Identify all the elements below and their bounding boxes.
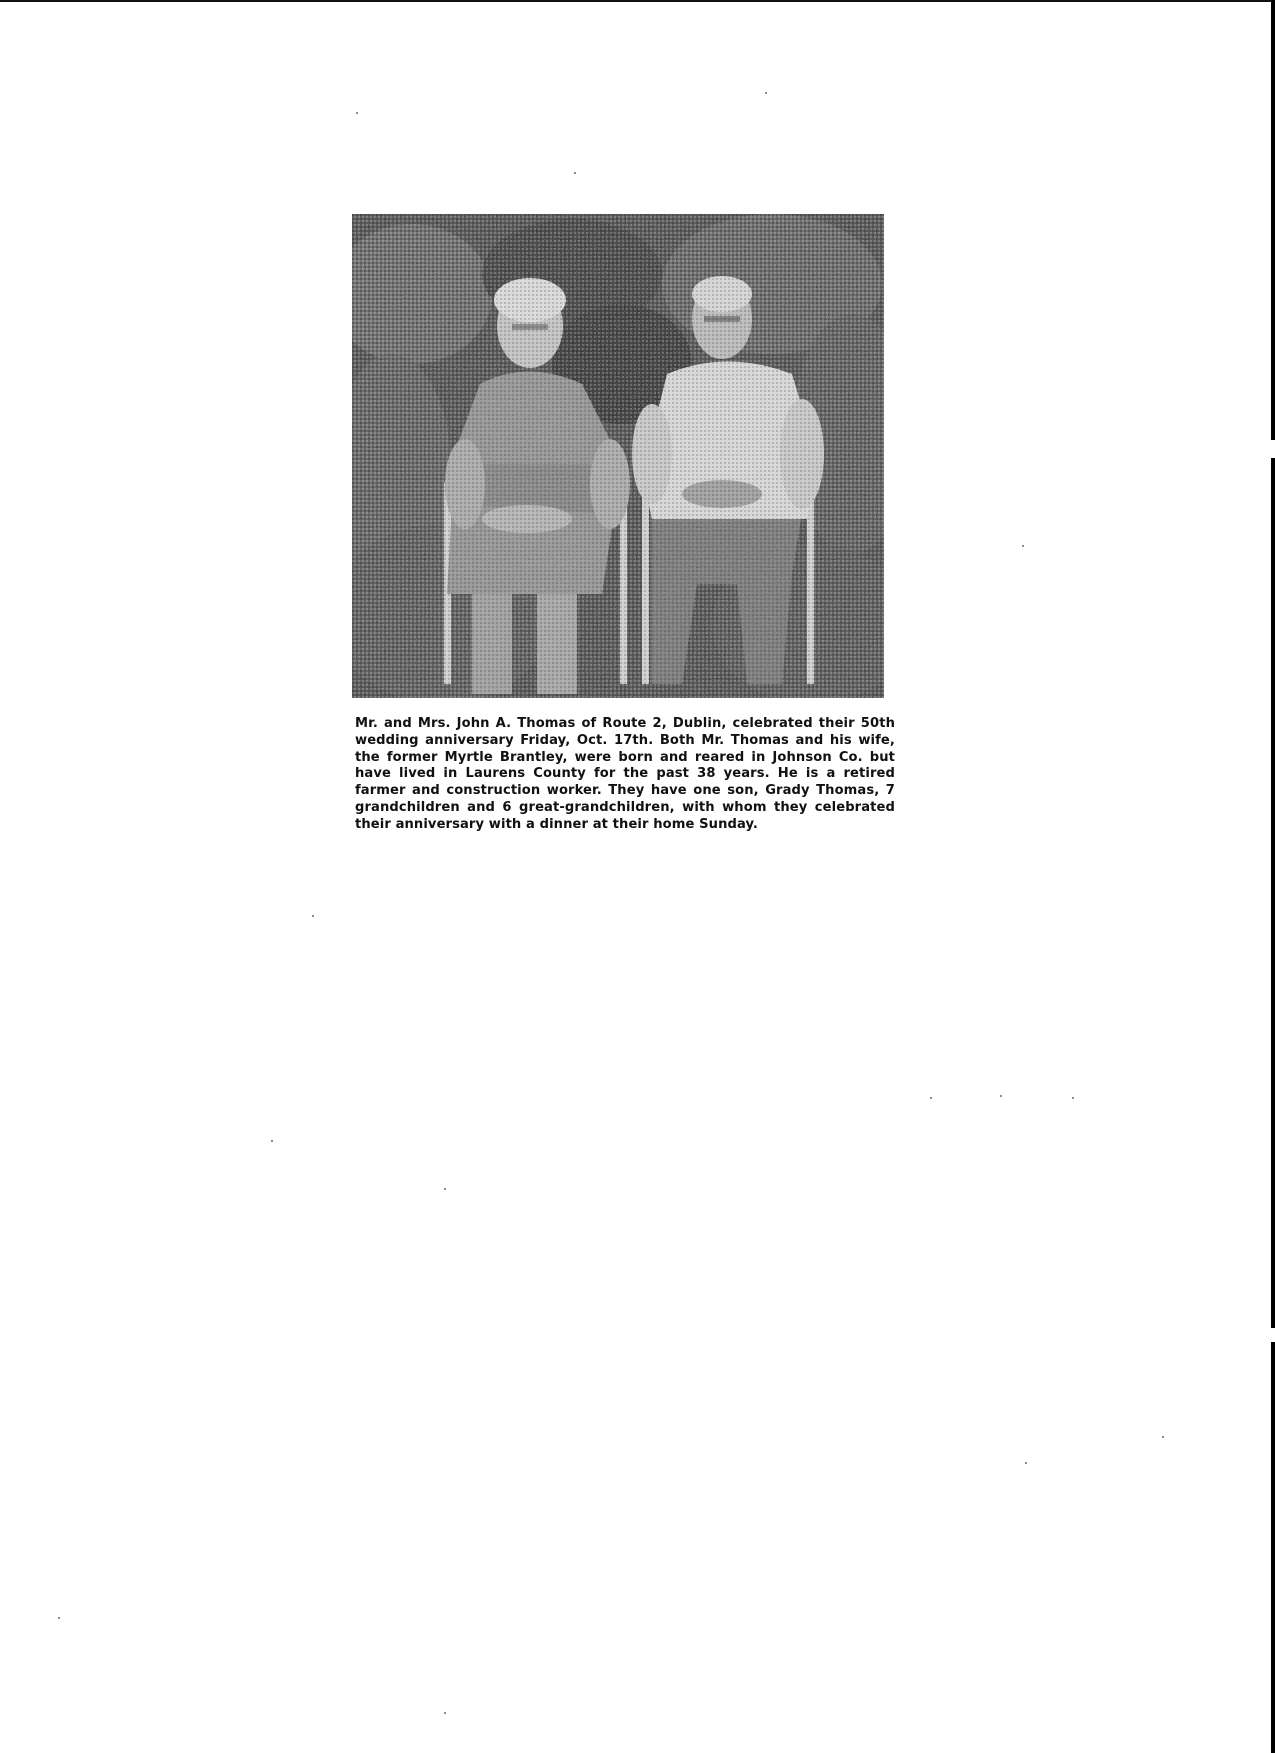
scan-speck (1022, 545, 1024, 547)
scan-speck (574, 172, 576, 174)
photo-caption: Mr. and Mrs. John A. Thomas of Route 2, Dublin, celebrated their 50th wedding anniversary Friday, Oct. 17th. Both Mr. Thomas and his wife, the former Myrtle Brantley, were born and reared in Johnson Co. but have lived in Laurens County for the past 38 years. He is a retired farmer and construction worker. They have one son, Grady Thomas, 7 grandchildren and 6 great-grandchildren, with whom they celebrated their anniversary with a dinner at their home Sunday. (355, 716, 895, 832)
scan-right-edge (1271, 458, 1275, 1328)
scan-speck (765, 92, 767, 94)
scan-right-edge (1271, 0, 1275, 440)
scan-speck (1000, 1095, 1002, 1097)
scan-speck (271, 1140, 273, 1142)
scan-speck (444, 1188, 446, 1190)
newspaper-clipping (352, 214, 895, 834)
scan-speck (312, 915, 314, 917)
scan-speck (444, 1712, 446, 1714)
scan-speck (1072, 1097, 1074, 1099)
scan-speck (1162, 1436, 1164, 1438)
scan-right-edge (1271, 1342, 1275, 1753)
scan-speck (58, 1617, 60, 1619)
couple-photo (352, 214, 884, 698)
scan-speck (356, 112, 358, 114)
scan-speck (930, 1097, 932, 1099)
scan-speck (1025, 1462, 1027, 1464)
scan-top-edge (0, 0, 1275, 2)
